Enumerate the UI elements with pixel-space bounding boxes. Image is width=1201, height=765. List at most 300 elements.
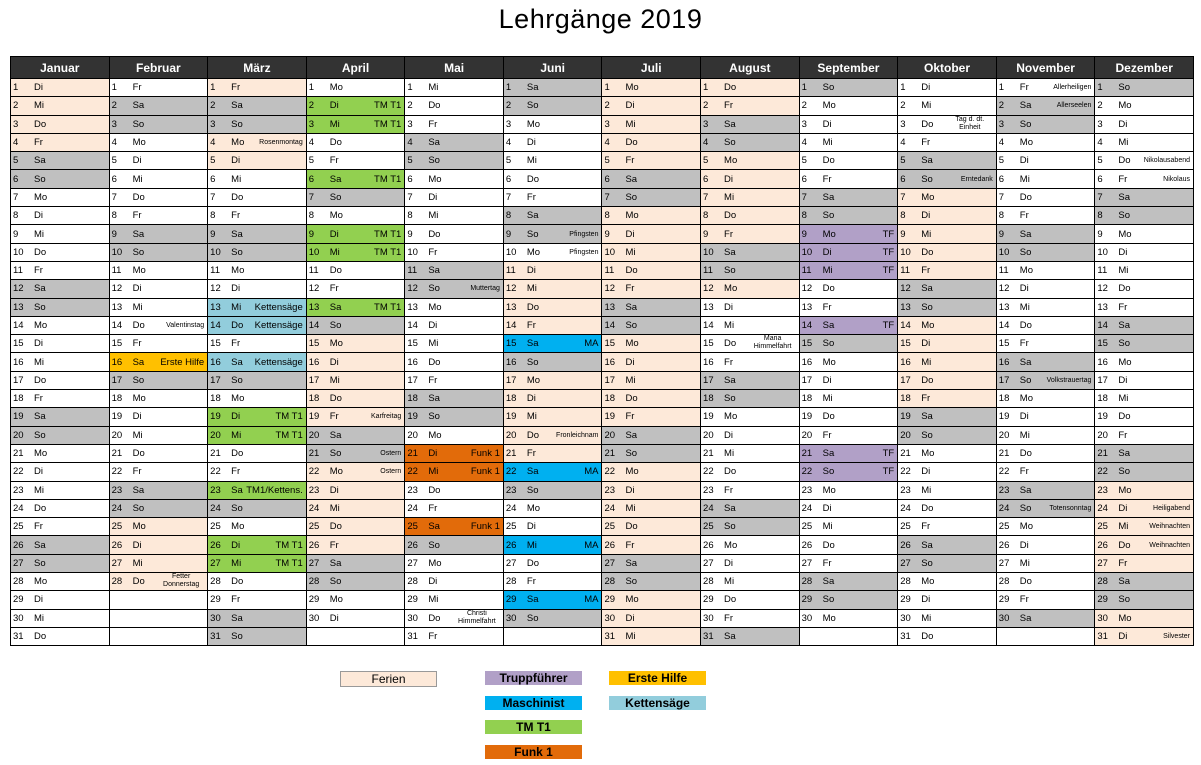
day-number: 4 — [13, 137, 19, 149]
day-cell — [602, 371, 701, 389]
weekday-abbr: Mi — [34, 228, 45, 240]
day-cell — [996, 463, 1095, 481]
day-number: 20 — [308, 429, 320, 441]
day-number: 10 — [407, 246, 418, 258]
day-number: 2 — [900, 100, 906, 112]
weekday-abbr: Mo — [724, 155, 738, 167]
day-number: 27 — [604, 557, 616, 569]
day-number: 28 — [210, 576, 221, 588]
day-number: 8 — [111, 210, 117, 222]
day-cell — [208, 499, 307, 517]
day-number: 18 — [900, 393, 911, 405]
holiday-note: Pfingsten — [569, 230, 599, 238]
day-number: 5 — [13, 155, 19, 167]
day-number: 17 — [111, 374, 123, 386]
weekday-abbr: Di — [822, 246, 832, 258]
weekday-abbr: Mo — [329, 466, 343, 478]
day-number: 17 — [998, 374, 1010, 386]
day-number: 9 — [13, 228, 19, 240]
day-cell — [701, 152, 800, 170]
weekday-abbr: Do — [1019, 191, 1032, 203]
weekday-abbr: So — [1118, 594, 1130, 606]
weekday-abbr: So — [1118, 82, 1130, 94]
weekday-abbr: Fr — [822, 173, 832, 185]
weekday-abbr: Sa — [526, 338, 539, 350]
day-number: 10 — [505, 246, 517, 258]
weekday-abbr: Fr — [921, 393, 931, 405]
day-cell — [109, 426, 208, 444]
day-number: 19 — [801, 411, 813, 423]
weekday-abbr: Mi — [921, 612, 932, 624]
day-number: 30 — [998, 612, 1010, 624]
day-cell — [701, 316, 800, 334]
weekday-abbr: Do — [921, 246, 934, 258]
weekday-abbr: Fr — [329, 283, 339, 295]
course-label: Kettensäge — [254, 320, 303, 331]
month-header-4: April — [306, 57, 405, 79]
weekday-abbr: Fr — [1019, 210, 1029, 222]
course-label: TF — [882, 246, 895, 258]
day-number: 9 — [998, 228, 1005, 240]
weekday-abbr: Mi — [822, 137, 833, 149]
day-cell — [996, 335, 1095, 353]
day-cell — [208, 390, 307, 408]
weekday-abbr: Mi — [132, 173, 143, 185]
day-cell — [306, 536, 405, 554]
weekday-abbr: Mi — [231, 173, 242, 185]
day-cell — [602, 133, 701, 151]
day-cell — [405, 280, 504, 298]
weekday-abbr: Sa — [526, 466, 539, 478]
day-cell — [405, 133, 504, 151]
day-cell — [405, 499, 504, 517]
day-cell — [701, 444, 800, 462]
day-cell — [602, 152, 701, 170]
weekday-abbr: Di — [625, 356, 635, 368]
weekday-abbr: Fr — [132, 338, 142, 350]
weekday-abbr: So — [625, 191, 638, 203]
day-number: 21 — [900, 448, 911, 460]
day-cell — [11, 371, 110, 389]
day-cell — [996, 298, 1095, 316]
day-number: 6 — [111, 173, 117, 185]
day-cell — [405, 316, 504, 334]
day-cell — [701, 243, 800, 261]
day-number: 8 — [210, 210, 216, 222]
day-number: 30 — [900, 612, 911, 624]
day-cell — [405, 298, 504, 316]
day-cell — [1095, 627, 1194, 645]
day-cell — [109, 371, 208, 389]
day-cell — [799, 97, 898, 115]
weekday-abbr: Mi — [724, 320, 735, 331]
day-cell — [701, 79, 800, 97]
day-cell — [405, 463, 504, 481]
weekday-abbr: Di — [329, 228, 339, 240]
day-cell — [405, 609, 504, 627]
day-number: 8 — [801, 210, 807, 222]
weekday-abbr: Sa — [724, 502, 736, 514]
day-cell — [11, 335, 110, 353]
day-number: 29 — [998, 594, 1010, 606]
day-number: 3 — [210, 118, 216, 130]
day-number: 8 — [505, 210, 512, 222]
day-cell — [799, 463, 898, 481]
day-row — [11, 152, 1194, 170]
weekday-abbr: So — [1019, 246, 1032, 258]
day-number: 25 — [505, 521, 517, 533]
day-cell — [306, 79, 405, 97]
day-cell — [898, 243, 997, 261]
day-number: 7 — [801, 191, 807, 203]
day-cell — [799, 170, 898, 188]
day-cell — [11, 426, 110, 444]
day-cell — [109, 573, 208, 591]
day-cell — [799, 481, 898, 499]
weekday-abbr: Do — [132, 191, 145, 203]
day-number: 15 — [407, 338, 418, 350]
day-number: 22 — [407, 466, 418, 478]
weekday-abbr: Sa — [822, 576, 835, 588]
day-cell — [898, 591, 997, 609]
weekday-abbr: Do — [34, 118, 47, 130]
calendar-body — [11, 79, 1194, 646]
weekday-abbr: Di — [1019, 155, 1029, 167]
weekday-abbr: So — [34, 557, 46, 569]
day-number: 1 — [801, 82, 807, 94]
weekday-abbr: Sa — [329, 429, 342, 441]
weekday-abbr: Di — [1019, 539, 1029, 551]
day-number: 10 — [1097, 246, 1108, 258]
weekday-abbr: Mi — [34, 356, 45, 368]
day-number: 29 — [407, 594, 418, 606]
day-row — [11, 243, 1194, 261]
weekday-abbr: Mi — [1019, 301, 1030, 313]
day-number: 19 — [308, 411, 320, 423]
day-number: 26 — [604, 539, 616, 551]
day-cell — [11, 463, 110, 481]
day-cell — [208, 371, 307, 389]
weekday-abbr: So — [724, 393, 736, 405]
day-number: 3 — [801, 118, 807, 130]
day-cell — [109, 518, 208, 536]
day-cell — [602, 280, 701, 298]
day-number: 12 — [998, 283, 1010, 295]
day-number: 18 — [505, 393, 517, 405]
day-cell — [602, 481, 701, 499]
day-cell — [405, 371, 504, 389]
day-number: 19 — [505, 411, 517, 423]
day-number: 22 — [505, 466, 517, 478]
weekday-abbr: So — [1118, 210, 1130, 222]
day-cell — [701, 371, 800, 389]
day-cell — [799, 152, 898, 170]
weekday-abbr: So — [822, 594, 835, 606]
day-cell — [1095, 536, 1194, 554]
day-row — [11, 444, 1194, 462]
day-cell — [503, 390, 602, 408]
day-number: 28 — [998, 576, 1010, 588]
day-number: 10 — [900, 246, 911, 258]
day-cell — [898, 371, 997, 389]
day-number: 13 — [998, 301, 1010, 313]
day-cell — [1095, 554, 1194, 572]
day-cell — [503, 133, 602, 151]
day-number: 20 — [13, 429, 24, 441]
day-cell — [602, 298, 701, 316]
day-cell — [701, 573, 800, 591]
day-cell — [701, 426, 800, 444]
weekday-abbr: Mo — [428, 173, 442, 185]
day-number: 17 — [604, 374, 616, 386]
day-cell — [306, 481, 405, 499]
weekday-abbr: Sa — [921, 283, 933, 295]
day-number: 28 — [308, 576, 320, 588]
month-header-9: September — [799, 57, 898, 79]
day-cell — [503, 518, 602, 536]
day-cell — [1095, 591, 1194, 609]
day-number: 11 — [505, 265, 516, 277]
day-cell — [996, 408, 1095, 426]
day-row — [11, 115, 1194, 133]
day-cell — [208, 280, 307, 298]
day-cell — [208, 261, 307, 279]
day-cell — [701, 353, 800, 371]
day-number: 9 — [407, 228, 413, 240]
day-number: 2 — [111, 100, 117, 112]
day-cell — [701, 298, 800, 316]
weekday-abbr: Mo — [132, 137, 146, 149]
day-row — [11, 536, 1194, 554]
day-number: 28 — [13, 576, 24, 588]
day-number: 15 — [998, 338, 1010, 350]
weekday-abbr: Do — [34, 374, 47, 386]
day-cell — [1095, 426, 1194, 444]
day-cell — [701, 188, 800, 206]
calendar-table — [10, 56, 1194, 646]
day-number: 8 — [13, 210, 19, 222]
day-number: 17 — [13, 374, 24, 386]
day-number: 13 — [801, 301, 813, 313]
weekday-abbr: So — [132, 374, 145, 386]
holiday-note: Heiligabend — [1153, 504, 1190, 512]
day-number: 16 — [900, 356, 911, 368]
weekday-abbr: Di — [625, 228, 635, 240]
weekday-abbr: Fr — [132, 466, 142, 478]
day-number: 23 — [210, 484, 221, 496]
day-number: 30 — [1097, 612, 1108, 624]
day-number: 29 — [13, 594, 24, 606]
day-number: 22 — [111, 466, 123, 478]
weekday-abbr: Do — [526, 173, 540, 185]
day-cell — [11, 225, 110, 243]
day-cell — [11, 207, 110, 225]
day-number: 6 — [210, 173, 216, 185]
weekday-abbr: Mi — [625, 631, 636, 643]
day-cell — [11, 133, 110, 151]
day-cell — [109, 280, 208, 298]
day-cell — [996, 207, 1095, 225]
day-cell — [602, 243, 701, 261]
weekday-abbr: Mi — [1118, 137, 1129, 149]
weekday-abbr: Do — [921, 374, 934, 386]
day-number: 31 — [1097, 631, 1108, 643]
day-cell — [701, 335, 800, 353]
day-number: 1 — [13, 82, 19, 94]
day-cell — [996, 170, 1095, 188]
day-number: 22 — [308, 466, 320, 478]
weekday-abbr: Fr — [132, 82, 142, 94]
weekday-abbr: Fr — [724, 484, 734, 496]
day-number: 3 — [703, 118, 709, 130]
weekday-abbr: Mi — [724, 191, 735, 203]
day-number: 28 — [801, 576, 813, 588]
holiday-note: Allerseelen — [1056, 102, 1092, 110]
day-number: 13 — [900, 301, 911, 313]
day-cell — [109, 225, 208, 243]
day-cell — [701, 627, 800, 645]
weekday-abbr: Sa — [921, 411, 933, 423]
day-number: 15 — [604, 338, 616, 350]
day-number: 2 — [1097, 100, 1103, 112]
weekday-abbr: Mi — [231, 429, 242, 441]
day-number: 28 — [1097, 576, 1108, 588]
day-number: 24 — [13, 502, 24, 514]
weekday-abbr: Mi — [625, 374, 636, 386]
day-cell — [898, 408, 997, 426]
day-cell — [306, 554, 405, 572]
day-cell — [799, 499, 898, 517]
day-number: 6 — [998, 173, 1005, 185]
day-cell — [799, 390, 898, 408]
day-number: 24 — [703, 502, 714, 514]
day-number: 15 — [308, 338, 320, 350]
day-cell — [602, 207, 701, 225]
day-cell — [799, 408, 898, 426]
day-number: 9 — [703, 228, 709, 240]
day-cell — [1095, 261, 1194, 279]
day-cell — [503, 444, 602, 462]
day-cell — [602, 261, 701, 279]
weekday-abbr: Mo — [329, 82, 343, 94]
weekday-abbr: Di — [1118, 502, 1128, 514]
day-cell — [208, 444, 307, 462]
day-number: 14 — [1097, 320, 1108, 331]
weekday-abbr: Do — [329, 393, 342, 405]
day-number: 31 — [703, 631, 714, 643]
weekday-abbr: So — [921, 557, 933, 569]
day-number: 16 — [13, 356, 24, 368]
weekday-abbr: So — [329, 320, 342, 331]
day-number: 17 — [407, 374, 418, 386]
day-cell — [602, 554, 701, 572]
weekday-abbr: Mo — [428, 429, 442, 441]
weekday-abbr: So — [428, 539, 440, 551]
day-cell — [306, 115, 405, 133]
legend-tm-t1: TM T1 — [485, 720, 582, 734]
day-cell — [799, 444, 898, 462]
day-row — [11, 280, 1194, 298]
course-label: TF — [882, 228, 895, 240]
weekday-abbr: Do — [1118, 411, 1131, 423]
weekday-abbr: Sa — [724, 246, 736, 258]
day-number: 28 — [604, 576, 616, 588]
day-cell — [503, 463, 602, 481]
weekday-abbr: Mi — [231, 557, 242, 569]
day-cell — [109, 152, 208, 170]
weekday-abbr: Sa — [625, 557, 638, 569]
day-cell — [701, 536, 800, 554]
day-number: 31 — [13, 631, 24, 643]
day-number: 6 — [308, 173, 315, 185]
day-cell — [208, 554, 307, 572]
day-cell — [602, 536, 701, 554]
day-row — [11, 261, 1194, 279]
day-number: 26 — [210, 539, 221, 551]
day-number: 22 — [703, 466, 714, 478]
day-number: 31 — [604, 631, 616, 643]
weekday-abbr: Sa — [1118, 448, 1130, 460]
weekday-abbr: Do — [231, 320, 244, 331]
day-cell — [799, 298, 898, 316]
day-number: 12 — [505, 283, 517, 295]
course-label: TF — [882, 320, 895, 331]
day-cell — [11, 408, 110, 426]
day-cell — [405, 170, 504, 188]
day-row — [11, 426, 1194, 444]
day-cell — [898, 207, 997, 225]
day-number: 23 — [703, 484, 714, 496]
weekday-abbr: Sa — [921, 539, 933, 551]
legend-kettensaege: Kettensäge — [609, 696, 706, 710]
weekday-abbr: Mo — [921, 576, 935, 588]
weekday-abbr: Fr — [822, 301, 832, 313]
day-cell — [306, 188, 405, 206]
day-cell — [503, 188, 602, 206]
day-cell — [996, 316, 1095, 334]
day-number: 30 — [308, 612, 320, 624]
day-number: 31 — [900, 631, 911, 643]
holiday-note: Erntedank — [960, 175, 993, 183]
day-cell — [602, 499, 701, 517]
day-cell — [996, 243, 1095, 261]
day-number: 6 — [1097, 173, 1103, 185]
holiday-note: Rosenmontag — [259, 139, 303, 147]
weekday-abbr: Di — [329, 612, 339, 624]
day-cell — [306, 591, 405, 609]
weekday-abbr: Mi — [34, 612, 45, 624]
weekday-abbr: Fr — [1019, 466, 1029, 478]
day-cell — [208, 591, 307, 609]
day-cell — [1095, 353, 1194, 371]
day-number: 19 — [13, 411, 24, 423]
day-number: 24 — [900, 502, 911, 514]
day-cell — [405, 115, 504, 133]
course-label: MA — [584, 466, 599, 478]
weekday-abbr: Mi — [1019, 557, 1030, 569]
day-cell — [208, 170, 307, 188]
page-title: Lehrgänge 2019 — [498, 4, 703, 34]
weekday-abbr: Fr — [428, 118, 438, 130]
weekday-abbr: Di — [625, 484, 635, 496]
day-number: 13 — [13, 301, 24, 313]
day-row — [11, 627, 1194, 645]
day-number: 19 — [210, 411, 221, 423]
weekday-abbr: Do — [132, 320, 145, 331]
day-cell — [799, 79, 898, 97]
day-number: 5 — [703, 155, 709, 167]
weekday-abbr: Sa — [132, 100, 145, 112]
